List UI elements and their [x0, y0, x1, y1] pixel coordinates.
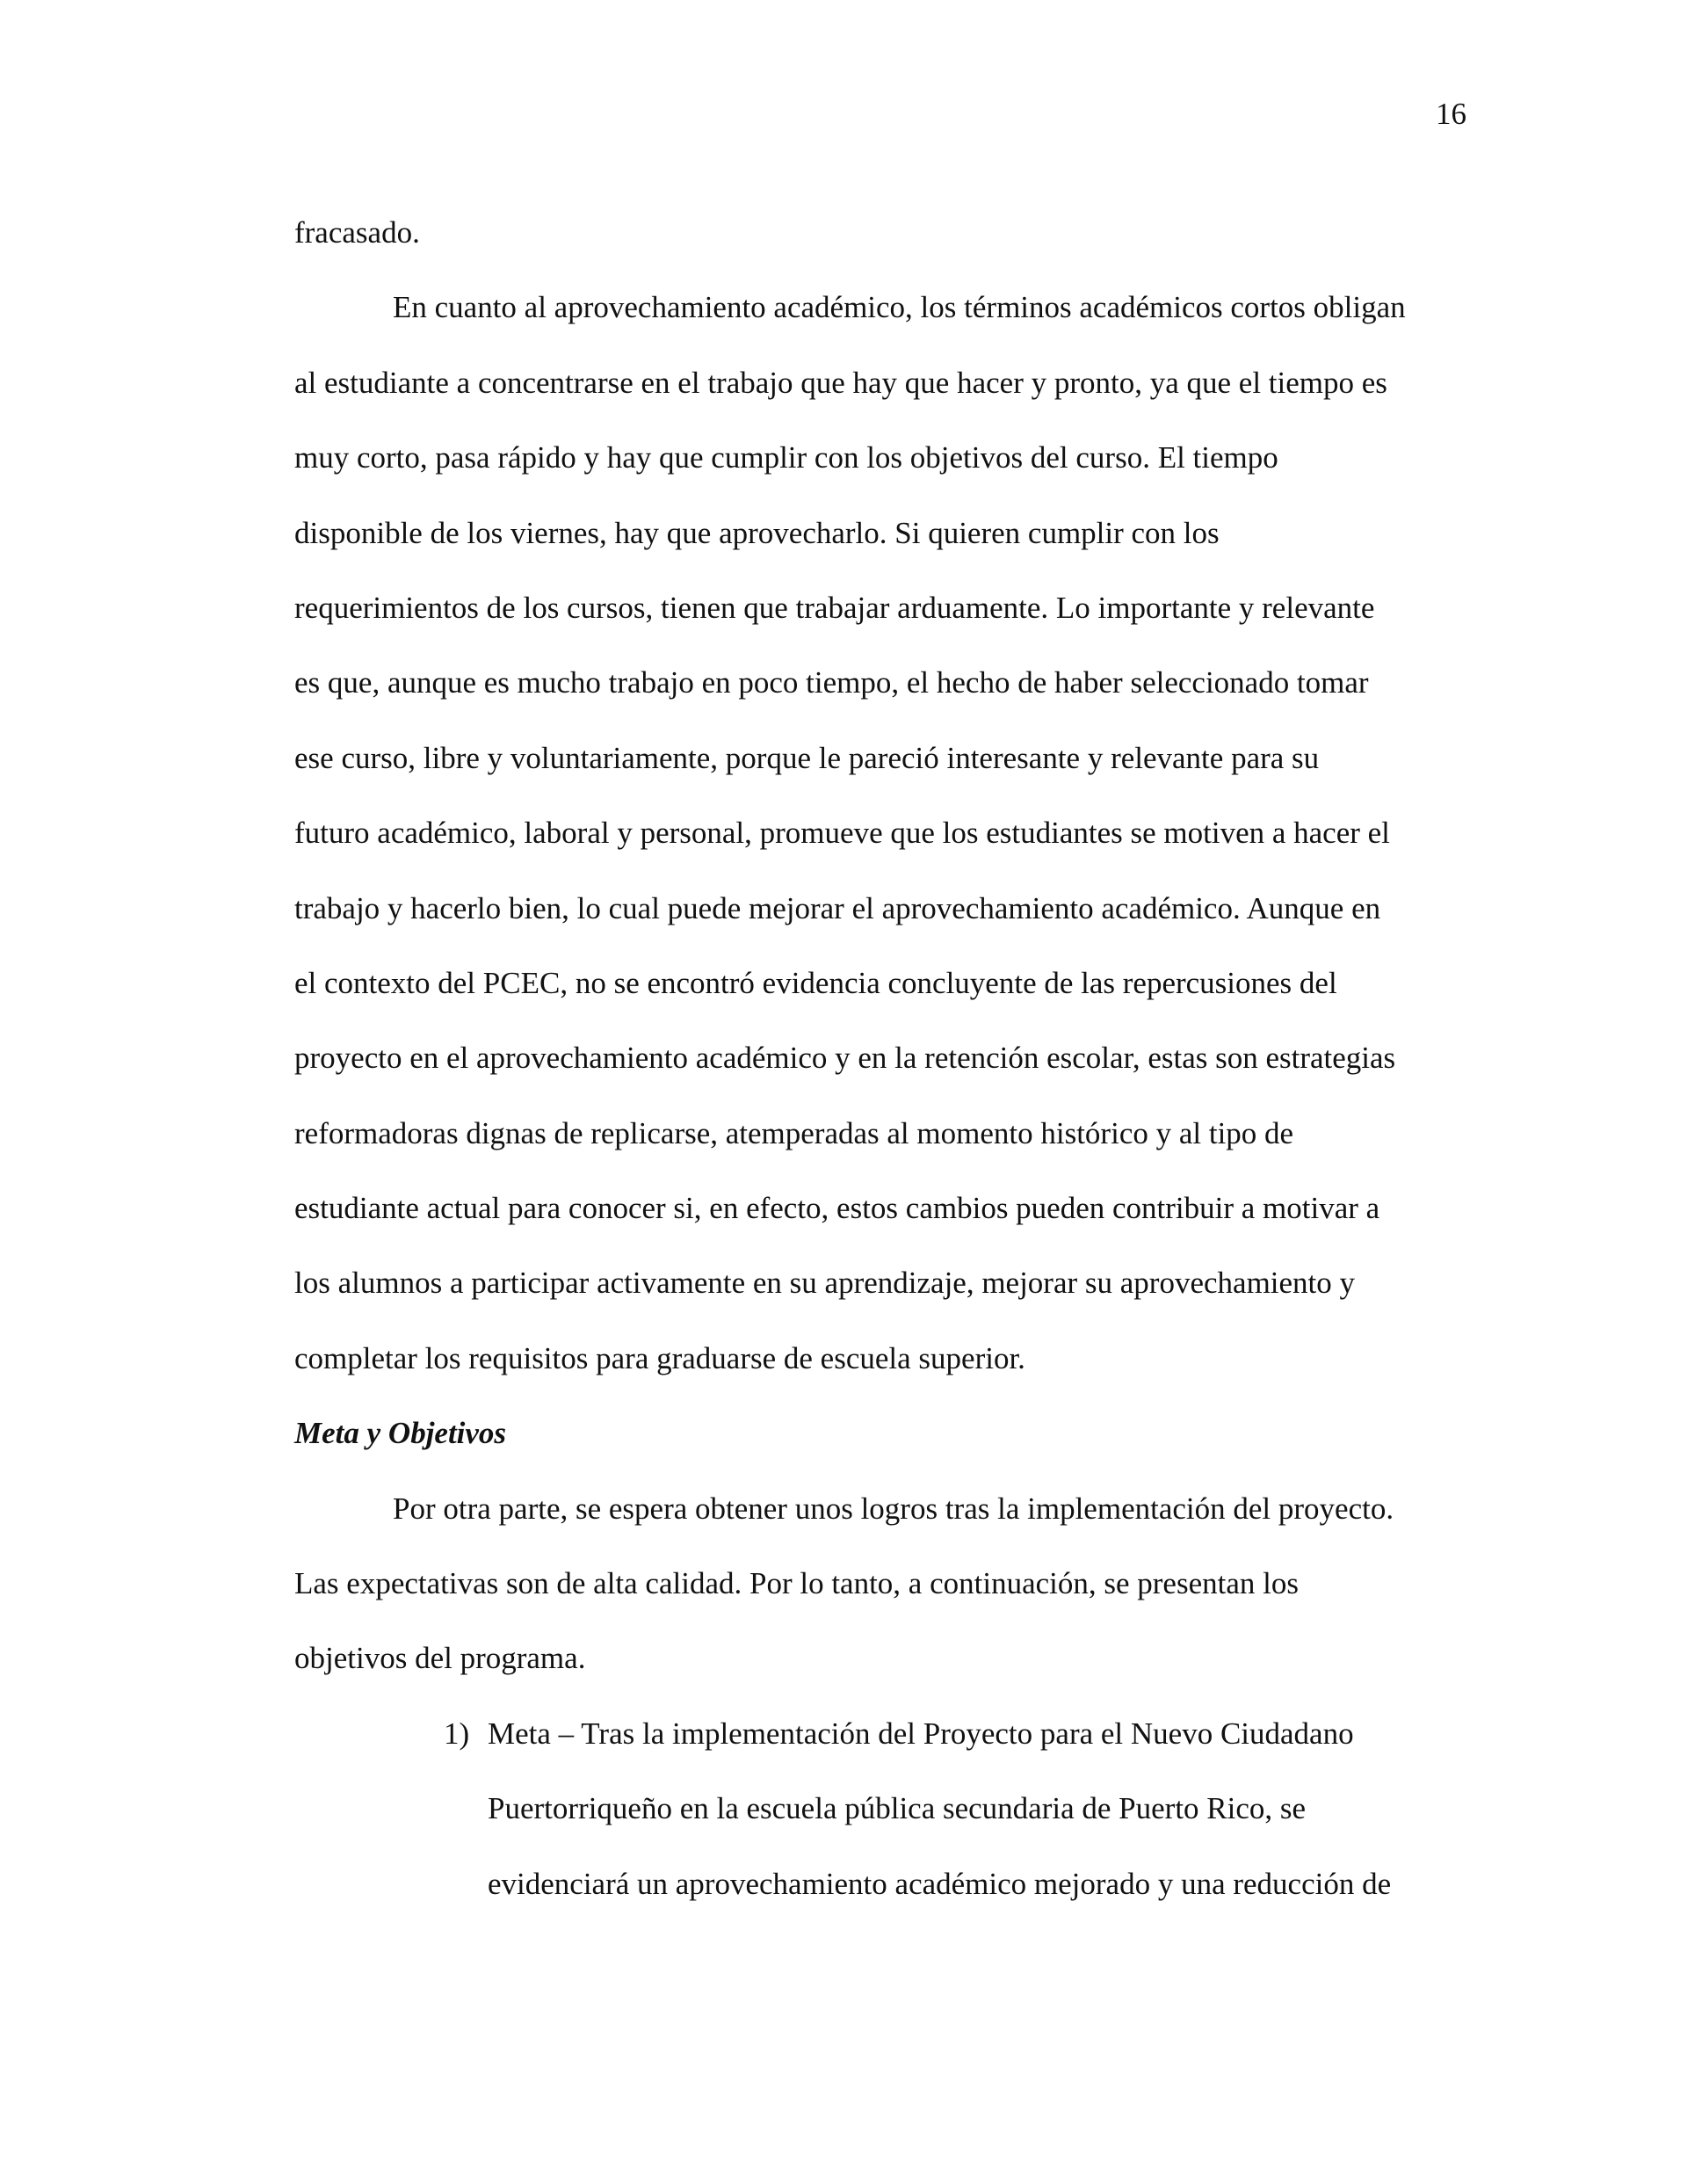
paragraph-line: los alumnos a participar activamente en su aprendizaje, mejorar su aprovechamiento y — [294, 1266, 1356, 1301]
list-item-text: Meta – Tras la implementación del Proyecto para el Nuevo Ciudadano — [488, 1716, 1354, 1751]
document-body — [294, 195, 1476, 1921]
paragraph-line: es que, aunque es mucho trabajo en poco tiempo, el hecho de haber seleccionado tomar — [294, 665, 1369, 700]
paragraph-line: requerimientos de los cursos, tienen que trabajar arduamente. Lo importante y relevante — [294, 590, 1375, 625]
paragraph-line: fracasado. — [294, 215, 420, 250]
paragraph-line: trabajo y hacerlo bien, lo cual puede mejorar el aprovechamiento académico. Aunque en — [294, 890, 1381, 925]
list-item-line: 1) Meta – Tras la implementación del Proyecto para el Nuevo Ciudadano — [444, 1716, 1354, 1751]
paragraph-line: Las expectativas son de alta calidad. Por lo tanto, a continuación, se presentan los — [294, 1566, 1299, 1601]
paragraph-line: Por otra parte, se espera obtener unos logros tras la implementación del proyecto. — [393, 1491, 1394, 1526]
paragraph-line: disponible de los viernes, hay que aprovecharlo. Si quieren cumplir con los — [294, 515, 1220, 550]
paragraph-line: al estudiante a concentrarse en el trabajo que hay que hacer y pronto, ya que el tiempo es — [294, 365, 1387, 400]
paragraph-line: futuro académico, laboral y personal, promueve que los estudiantes se motiven a hacer el — [294, 816, 1390, 851]
paragraph-line: reformadoras dignas de replicarse, atemperadas al momento histórico y al tipo de — [294, 1115, 1294, 1150]
paragraph-line: objetivos del programa. — [294, 1641, 586, 1676]
paragraph-line: muy corto, pasa rápido y hay que cumplir con los objetivos del curso. El tiempo — [294, 440, 1278, 475]
list-item-line: evidenciará un aprovechamiento académico mejorado y una reducción de — [488, 1866, 1392, 1901]
paragraph-line: completar los requisitos para graduarse de escuela superior. — [294, 1340, 1025, 1375]
section-heading: Meta y Objetivos — [294, 1416, 507, 1451]
page-number: 16 — [1436, 97, 1466, 131]
paragraph-line: el contexto del PCEC, no se encontró evidencia concluyente de las repercusiones del — [294, 965, 1337, 1000]
paragraph-line: ese curso, libre y voluntariamente, porque le pareció interesante y relevante para su — [294, 740, 1320, 775]
paragraph-line: estudiante actual para conocer si, en efecto, estos cambios pueden contribuir a motivar a — [294, 1191, 1380, 1226]
paragraph-line: En cuanto al aprovechamiento académico, los términos académicos cortos obligan — [393, 290, 1406, 325]
paragraph-line: proyecto en el aprovechamiento académico y en la retención escolar, estas son estrategias — [294, 1041, 1396, 1076]
list-item-line: Puertorriqueño en la escuela pública secundaria de Puerto Rico, se — [488, 1791, 1307, 1826]
